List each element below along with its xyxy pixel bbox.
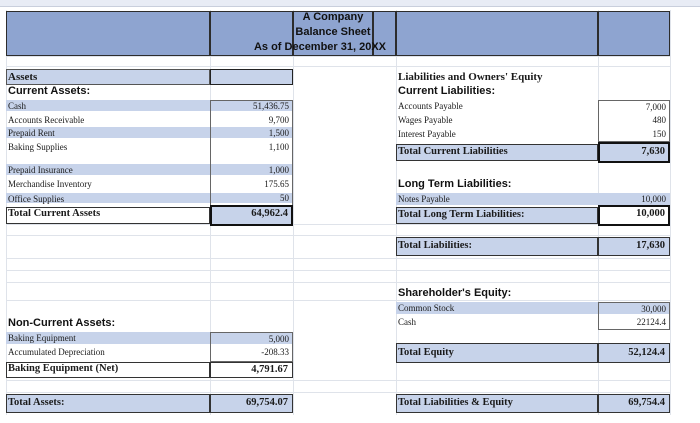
asset-value: 51,436.75	[253, 102, 289, 111]
gridline	[6, 282, 670, 283]
longterm-value: 10,000	[641, 195, 666, 204]
gridline	[6, 258, 670, 259]
gridline-vertical	[293, 10, 294, 415]
assets-heading: Assets	[8, 72, 38, 83]
equity-value: 30,000	[641, 305, 666, 314]
gridline	[6, 224, 670, 225]
liability-value: 150	[652, 130, 666, 139]
header-band-left	[6, 11, 210, 56]
current-assets-heading: Current Assets:	[8, 86, 91, 97]
noncurrent-label: Accumulated Depreciation	[8, 348, 105, 357]
longterm-label: Notes Payable	[398, 195, 450, 204]
total-liabilities-value: 17,630	[636, 241, 665, 251]
equity-label: Common Stock	[398, 304, 455, 313]
liability-label: Interest Payable	[398, 130, 456, 139]
net-equipment-value: 4,791.67	[251, 365, 288, 375]
asset-label: Prepaid Rent	[8, 129, 55, 138]
liability-value: 480	[652, 116, 666, 125]
liability-label: Accounts Payable	[398, 102, 463, 111]
asset-label: Cash	[8, 102, 26, 111]
total-assets-value: 69,754.07	[246, 398, 288, 408]
noncurrent-label: Baking Equipment	[8, 334, 76, 343]
gridline-vertical	[670, 10, 671, 415]
asset-label: Office Supplies	[8, 195, 65, 204]
liabilities-heading: Liabilities and Owners' Equity	[398, 72, 543, 83]
statement-date: As of December 31, 20XX	[253, 41, 387, 53]
total-assets-label: Total Assets:	[8, 398, 65, 408]
gridline	[6, 66, 670, 67]
noncurrent-assets-heading: Non-Current Assets:	[8, 318, 116, 329]
asset-label: Prepaid Insurance	[8, 166, 73, 175]
asset-value: 1,100	[268, 143, 289, 152]
liability-label: Wages Payable	[398, 116, 453, 125]
asset-label: Baking Supplies	[8, 143, 68, 152]
noncurrent-value: -208.33	[261, 348, 289, 357]
equity-value: 22124.4	[636, 318, 666, 327]
total-equity-label: Total Equity	[398, 348, 454, 358]
asset-value: 9,700	[268, 116, 289, 125]
total-liabilities-label: Total Liabilities:	[398, 241, 472, 251]
asset-value: 50	[280, 194, 289, 203]
asset-value: 1,000	[268, 166, 289, 175]
asset-label: Merchandise Inventory	[8, 180, 92, 189]
equity-label: Cash	[398, 318, 416, 327]
net-equipment-label: Baking Equipment (Net)	[8, 364, 119, 374]
gridline	[6, 56, 670, 57]
current-liabilities-heading: Current Liabilities:	[398, 86, 496, 97]
gridline	[6, 270, 670, 271]
asset-value: 175.65	[264, 180, 289, 189]
total-le-value: 69,754.4	[628, 398, 665, 408]
gridline	[6, 392, 670, 393]
header-band-cell	[396, 11, 598, 56]
header-band-right	[598, 11, 670, 56]
total-le-label: Total Liabilities & Equity	[398, 398, 513, 408]
total-equity-value: 52,124.4	[628, 348, 665, 358]
total-longterm-value: 10,000	[636, 209, 665, 219]
total-current-liabilities-value: 7,630	[641, 147, 665, 157]
assets-value-header	[210, 69, 293, 85]
asset-label: Accounts Receivable	[8, 116, 85, 125]
total-current-assets-value: 64,962.4	[251, 209, 288, 219]
gridline	[6, 235, 670, 236]
company-name: A Company	[302, 11, 364, 23]
statement-title: Balance Sheet	[295, 26, 371, 38]
equity-heading: Shareholder's Equity:	[398, 288, 512, 299]
total-longterm-label: Total Long Term Liabilities:	[398, 210, 525, 220]
longterm-liabilities-heading: Long Term Liabilities:	[398, 179, 512, 190]
noncurrent-value: 5,000	[268, 335, 289, 344]
asset-value: 1,500	[268, 129, 289, 138]
liability-value: 7,000	[645, 103, 666, 112]
total-current-assets-label: Total Current Assets	[8, 209, 101, 219]
window-top-line	[0, 6, 700, 7]
gridline	[6, 380, 670, 381]
total-current-liabilities-label: Total Current Liabilities	[398, 147, 508, 157]
